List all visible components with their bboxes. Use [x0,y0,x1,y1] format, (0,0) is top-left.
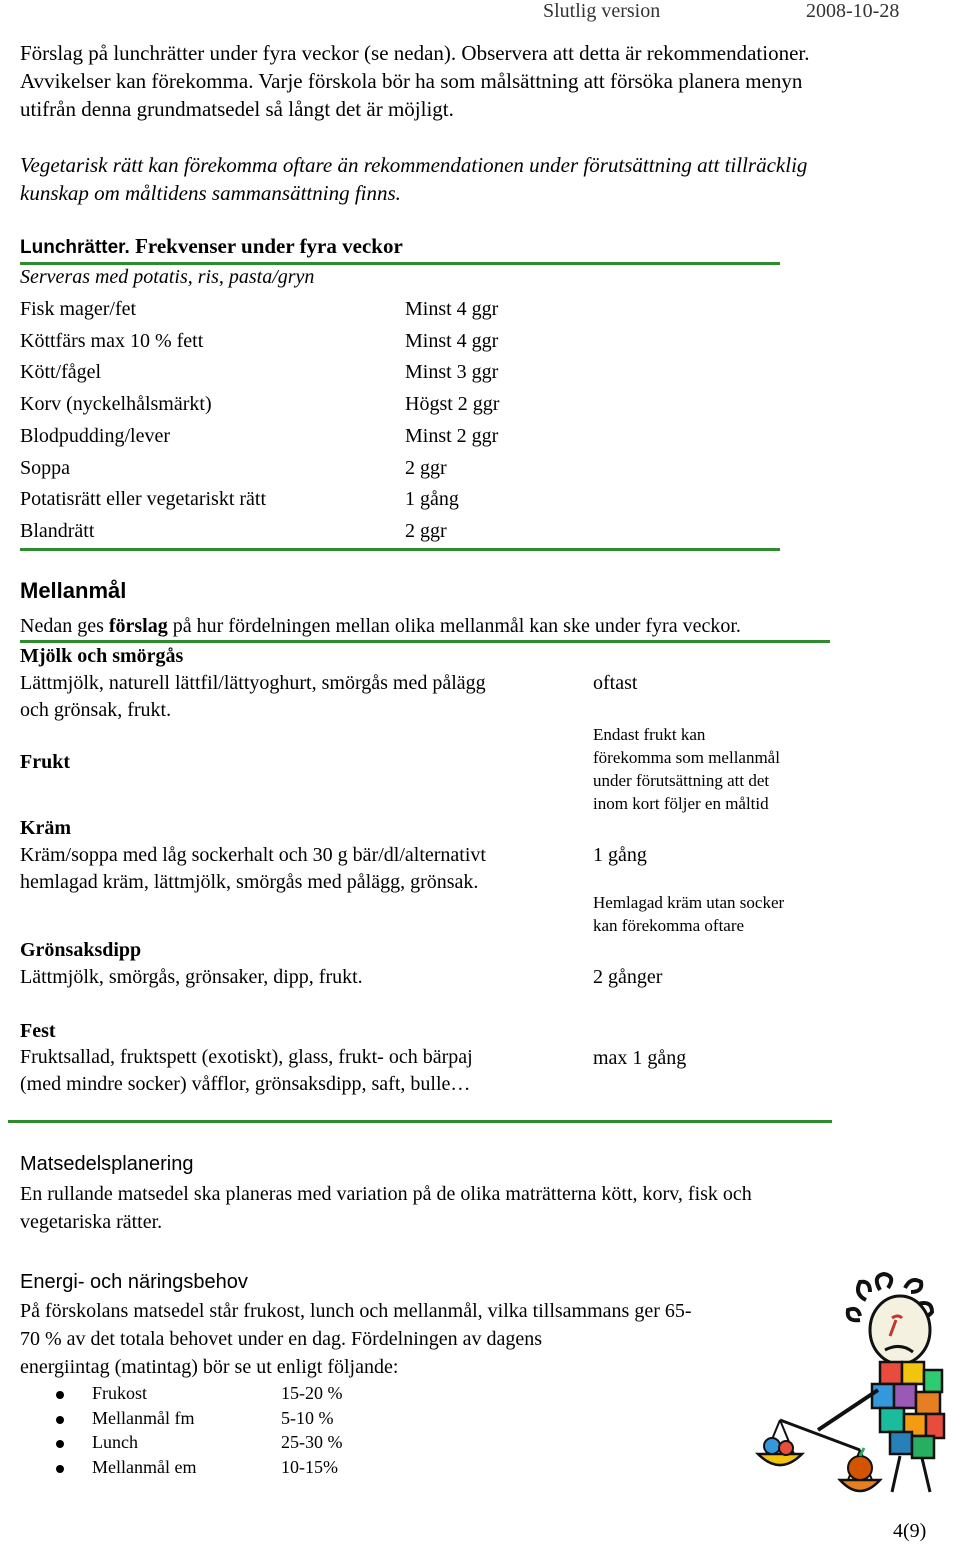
mjolk-line-2: och grönsak, frukt. [20,699,172,721]
face [870,1296,930,1364]
intro-line-2: Avvikelser kan förekomma. Varje förskola bör ha som målsättning att försöka planera menyn [20,69,803,93]
mjolk-frequency: oftast [593,672,638,694]
right-scale-pan [840,1480,880,1491]
page-number: 4(9) [893,1520,927,1542]
intro-line-3: utifrån denna grundmatsedel så långt det är möjligt. [20,97,454,121]
bullet-icon [56,1440,64,1448]
energy-list-item [56,1432,396,1457]
left-scale-pan [758,1454,802,1465]
lunch-row-item: Korv (nyckelhålsmärkt) [20,393,212,415]
fruit [848,1456,872,1480]
lunch-heading [20,234,403,259]
lunch-row-frequency: Minst 2 ggr [405,425,499,447]
balance-figure-illustration [740,1270,950,1500]
dipp-frequency: 2 gånger [593,966,663,988]
lunch-row-frequency: Minst 3 ggr [405,361,499,383]
frukt-note-1: Endast frukt kan [593,725,706,744]
fest-frequency: max 1 gång [593,1047,687,1069]
kram-title: Kräm [20,817,72,839]
energy-list-item [56,1383,396,1408]
energy-item-label: Mellanmål em [92,1456,197,1477]
energy-item-percent: 25-30 % [281,1432,343,1452]
frukt-note-3: under förutsättning att det [593,771,770,790]
planning-line-2: vegetariska rätter. [20,1211,163,1233]
lunch-subtitle: Serveras med potatis, ris, pasta/gryn [20,266,315,288]
snack-divider-top [20,640,830,643]
patchwork-body [872,1362,944,1458]
planning-line-1: En rullande matsedel ska planeras med variation på de olika maträtterna kött, korv, fisk och [20,1183,752,1205]
energy-heading: Energi- och näringsbehov [20,1271,248,1293]
bullet-icon [56,1465,64,1473]
lunch-row-item: Soppa [20,457,70,479]
energy-distribution-list [56,1383,396,1481]
vegetarian-note-1: Vegetarisk rätt kan förekomma oftare än rekommendationen under förutsättning att tillräcklig [20,153,808,177]
lunch-row-frequency: 2 ggr [405,457,447,479]
bullet-icon [56,1391,64,1399]
energy-item-percent: 5-10 % [281,1407,334,1428]
kram-note-2: kan förekomma oftare [593,916,745,935]
vegetarian-note-2: kunskap om måltidens sammansättning finns. [20,181,401,205]
energy-item-label: Lunch [92,1432,138,1452]
lunch-row-item: Kött/fågel [20,361,102,383]
intro-line-1: Förslag på lunchrätter under fyra veckor (se nedan). Observera att detta är rekommendationer. [20,41,810,65]
snack-intro-pre: Nedan ges [20,615,109,637]
snack-intro-post: på hur fördelningen mellan olika mellanmål kan ske under fyra veckor. [167,615,741,637]
frukt-note-4: inom kort följer en måltid [593,794,769,813]
header-date: 2008-10-28 [806,0,900,22]
energy-item-label: Mellanmål fm [92,1407,195,1428]
kram-line-1: Kräm/soppa med låg sockerhalt och 30 g bär/dl/alternativt [20,844,486,866]
fest-line-1: Fruktsallad, fruktspett (exotiskt), glass, frukt- och bärpaj [20,1046,473,1068]
mjolk-line-1: Lättmjölk, naturell lättfil/lättyoghurt, smörgås med pålägg [20,672,486,694]
lunch-row-frequency: 2 ggr [405,520,447,542]
energy-item-label: Frukost [92,1383,148,1403]
fest-line-2: (med mindre socker) våfflor, grönsaksdipp, saft, bulle… [20,1073,471,1095]
dipp-line: Lättmjölk, smörgås, grönsaker, dipp, frukt. [20,966,363,988]
lunch-row-frequency: Högst 2 ggr [405,393,500,415]
lunch-heading-bold: Lunchrätter. [20,237,130,258]
snack-divider-bottom [8,1120,832,1123]
header-version: Slutlig version [543,0,661,22]
mjolk-title: Mjölk och smörgås [20,645,184,667]
energy-list-item [56,1457,396,1482]
snack-intro-bold: förslag [108,615,168,637]
lunch-row-frequency: Minst 4 ggr [405,330,499,352]
lunch-row-item: Blandrätt [20,520,95,542]
kram-frequency: 1 gång [593,844,647,866]
lunch-row-item: Blodpudding/lever [20,425,170,447]
lunch-divider-top [20,262,780,265]
energy-line-2: 70 % av det totala behovet under en dag. Fördelningen av dagens [20,1328,543,1350]
snack-heading: Mellanmål [20,578,127,603]
lunch-heading-rest: Frekvenser under fyra veckor [129,234,403,258]
lunch-row-item: Fisk mager/fet [20,298,137,320]
frukt-note-2: förekomma som mellanmål [593,748,780,767]
fest-title: Fest [20,1020,56,1042]
frukt-title: Frukt [20,751,70,773]
snack-intro [20,615,741,638]
planning-heading: Matsedelsplanering [20,1153,194,1175]
energy-item-percent: 15-20 % [281,1383,343,1403]
kram-line-2: hemlagad kräm, lättmjölk, smörgås med pålägg, grönsak. [20,871,479,893]
bullet-icon [56,1416,64,1424]
lunch-row-item: Köttfärs max 10 % fett [20,330,204,352]
lunch-row-item: Potatisrätt eller vegetariskt rätt [20,488,267,510]
energy-line-3: energiintag (matintag) bör se ut enligt följande: [20,1356,399,1378]
lunch-divider-bottom [20,548,780,551]
energy-item-percent: 10-15% [281,1456,338,1477]
lunch-row-frequency: 1 gång [405,488,459,510]
kram-note-1: Hemlagad kräm utan socker [593,893,785,912]
dipp-title: Grönsaksdipp [20,939,142,961]
energy-list-item [56,1408,396,1433]
energy-line-1: På förskolans matsedel står frukost, lunch och mellanmål, vilka tillsammans ger 65- [20,1300,692,1322]
lunch-row-frequency: Minst 4 ggr [405,298,499,320]
